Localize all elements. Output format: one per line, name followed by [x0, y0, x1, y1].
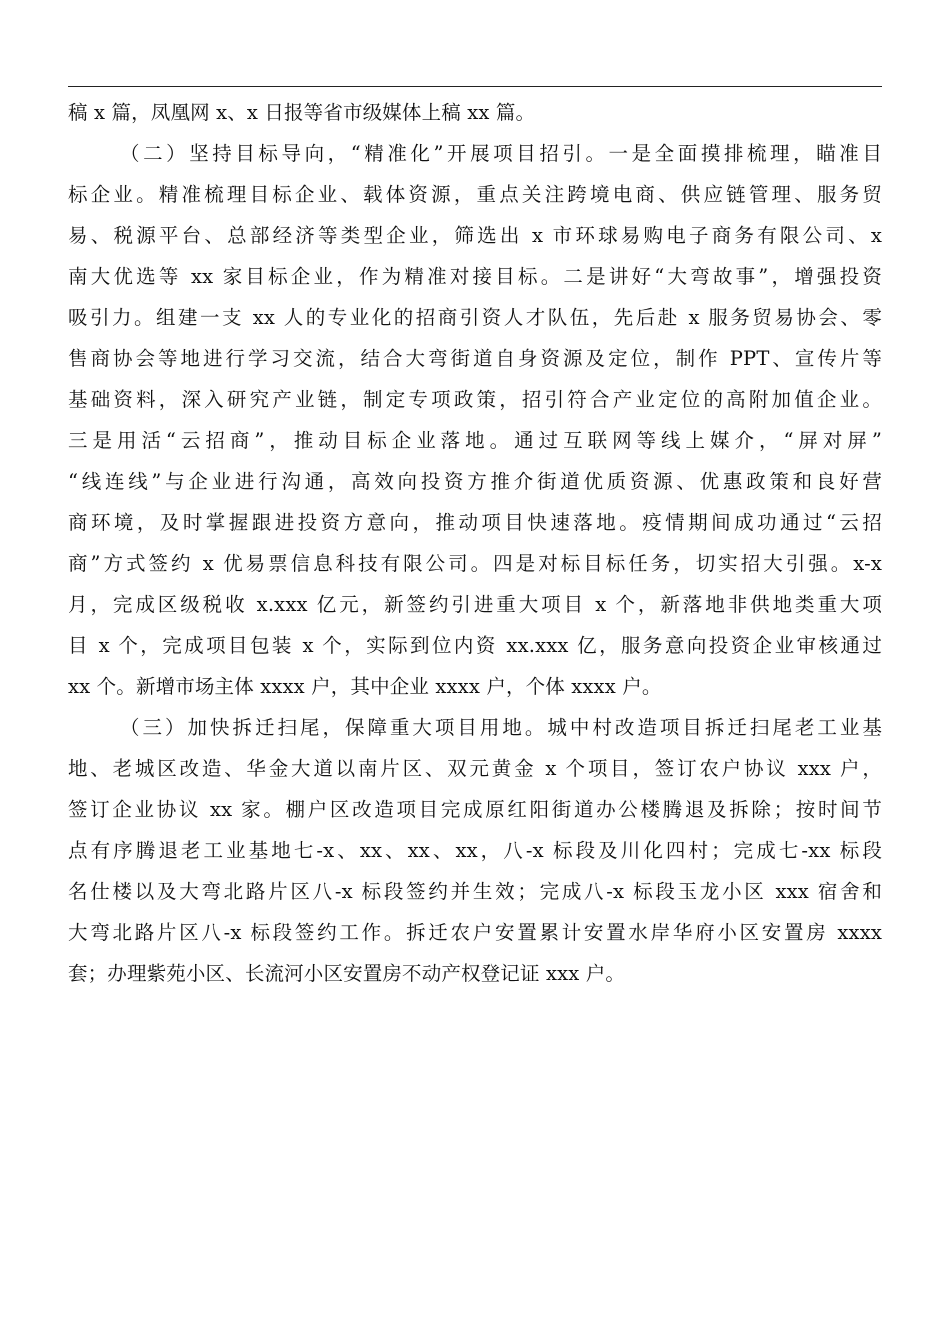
- text-line: 名仕楼以及大弯北路片区八-x 标段签约并生效；完成八-x 标段玉龙小区 xxx 宿舍和: [68, 880, 882, 903]
- text-line: 月，完成区级税收 x.xxx 亿元，新签约引进重大项目 x 个，新落地非供地类重大项: [68, 593, 882, 616]
- document-body: [68, 92, 882, 994]
- text-line: 套；办理紫苑小区、长流河小区安置房不动产权登记证 xxx 户。: [68, 962, 626, 985]
- text-line: 商”方式签约 x 优易票信息科技有限公司。四是对标目标任务，切实招大引强。x-x: [68, 552, 882, 575]
- text-line: 稿 x 篇，凤凰网 x、x 日报等省市级媒体上稿 xx 篇。: [68, 101, 536, 124]
- text-line: （三）加快拆迁扫尾，保障重大项目用地。城中村改造项目拆迁扫尾老工业基: [120, 716, 882, 739]
- text-line: 点有序腾退老工业基地七-x、xx、xx、xx，八-x 标段及川化四村；完成七-xx 标段: [68, 839, 882, 862]
- text-line: 地、老城区改造、华金大道以南片区、双元黄金 x 个项目，签订农户协议 xxx 户，: [68, 757, 882, 780]
- text-line: 南大优选等 xx 家目标企业，作为精准对接目标。二是讲好“大弯故事”，增强投资: [68, 265, 882, 288]
- text-line: （二）坚持目标导向，“精准化”开展项目招引。一是全面摸排梳理，瞄准目: [120, 142, 882, 165]
- text-line: 吸引力。组建一支 xx 人的专业化的招商引资人才队伍，先后赴 x 服务贸易协会、零: [68, 306, 882, 329]
- text-line: xx 个。新增市场主体 xxxx 户，其中企业 xxxx 户，个体 xxxx 户。: [68, 675, 662, 698]
- text-line: 签订企业协议 xx 家。棚户区改造项目完成原红阳街道办公楼腾退及拆除；按时间节: [68, 798, 882, 821]
- text-line: 大弯北路片区八-x 标段签约工作。拆迁农户安置累计安置水岸华府小区安置房 xxxx: [68, 921, 882, 944]
- text-line: 标企业。精准梳理目标企业、载体资源，重点关注跨境电商、供应链管理、服务贸: [68, 183, 882, 206]
- text-line: 售商协会等地进行学习交流，结合大弯街道自身资源及定位，制作 PPT、宣传片等: [68, 347, 882, 370]
- text-line: 目 x 个，完成项目包装 x 个，实际到位内资 xx.xxx 亿，服务意向投资企业审核通过: [68, 634, 882, 657]
- text-line: “线连线”与企业进行沟通，高效向投资方推介街道优质资源、优惠政策和良好营: [68, 470, 882, 493]
- text-line: 易、税源平台、总部经济等类型企业，筛选出 x 市环球易购电子商务有限公司、x: [68, 224, 882, 247]
- text-line: 基础资料，深入研究产业链，制定专项政策，招引符合产业定位的高附加值企业。: [68, 388, 882, 411]
- text-line: 三是用活“云招商”，推动目标企业落地。通过互联网等线上媒介，“屏对屏”: [68, 429, 882, 452]
- text-line: 商环境，及时掌握跟进投资方意向，推动项目快速落地。疫情期间成功通过“云招: [68, 511, 882, 534]
- header-rule: [68, 86, 882, 87]
